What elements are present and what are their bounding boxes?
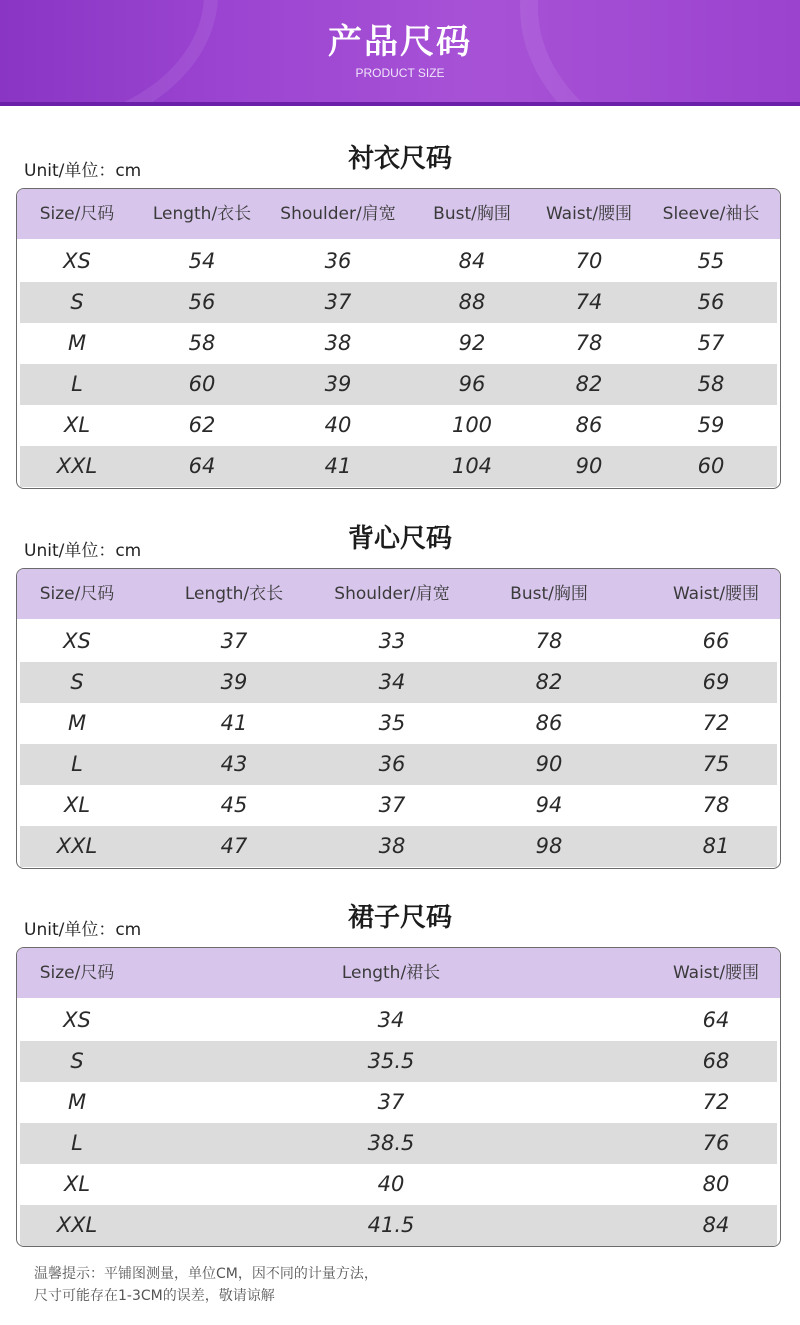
- table-row: [20, 785, 777, 826]
- measurement-cell: 58: [188, 331, 216, 355]
- measurement-note: [34, 1263, 378, 1307]
- measurement-cell: 35: [378, 711, 406, 735]
- size-cell: L: [71, 752, 83, 776]
- section-title-vest: 背心尺码: [347, 524, 452, 554]
- measurement-cell: 78: [702, 793, 730, 817]
- note-line-2: 尺寸可能存在1-3CM的误差，敬请谅解: [34, 1288, 275, 1304]
- measurement-cell: 74: [575, 290, 603, 314]
- size-cell: XL: [63, 413, 91, 437]
- column-header: Size/尺码: [39, 963, 115, 983]
- measurement-cell: 70: [575, 249, 603, 273]
- size-cell: M: [67, 711, 87, 735]
- measurement-cell: 72: [702, 711, 730, 735]
- measurement-cell: 55: [697, 249, 725, 273]
- measurement-cell: 43: [220, 752, 248, 776]
- table-row: [20, 621, 777, 662]
- measurement-cell: 72: [702, 1090, 730, 1114]
- size-cell: S: [70, 290, 84, 314]
- measurement-cell: 37: [377, 1090, 405, 1114]
- table-row: [20, 1205, 777, 1246]
- size-cell: S: [70, 1049, 84, 1073]
- table-row: [20, 1041, 777, 1082]
- measurement-cell: 84: [458, 249, 486, 273]
- measurement-cell: 57: [697, 331, 725, 355]
- measurement-cell: 86: [535, 711, 563, 735]
- measurement-cell: 47: [220, 834, 248, 858]
- table-header-row: [17, 569, 780, 619]
- size-cell: XXL: [56, 834, 98, 858]
- table-row: [20, 405, 777, 446]
- banner-subtitle: PRODUCT SIZE: [355, 66, 445, 80]
- table-row: [20, 364, 777, 405]
- table-row: [20, 1082, 777, 1123]
- size-cell: L: [71, 1131, 83, 1155]
- table-row: [20, 744, 777, 785]
- measurement-cell: 37: [324, 290, 352, 314]
- table-row: [20, 323, 777, 364]
- measurement-cell: 78: [575, 331, 603, 355]
- measurement-cell: 64: [188, 454, 216, 478]
- section-title-shirt: 衬衣尺码: [347, 144, 452, 174]
- measurement-cell: 33: [378, 629, 406, 653]
- measurement-cell: 60: [188, 372, 216, 396]
- measurement-cell: 36: [378, 752, 406, 776]
- column-header: Length/裙长: [341, 963, 441, 983]
- measurement-cell: 38.5: [367, 1131, 415, 1155]
- measurement-cell: 100: [451, 413, 493, 437]
- measurement-cell: 104: [451, 454, 493, 478]
- table-row: [20, 446, 777, 487]
- measurement-cell: 38: [324, 331, 352, 355]
- note-line-1: 温馨提示：平铺图测量，单位CM，因不同的计量方法，: [34, 1266, 378, 1282]
- measurement-cell: 54: [188, 249, 216, 273]
- measurement-cell: 81: [702, 834, 730, 858]
- column-header: Waist/腰围: [672, 963, 760, 983]
- table-header-row: [17, 948, 780, 998]
- unit-label: Unit/单位：cm: [24, 541, 142, 561]
- size-cell: M: [67, 331, 87, 355]
- table-row: [20, 1000, 777, 1041]
- column-header: Bust/胸围: [510, 584, 588, 604]
- measurement-cell: 82: [535, 670, 563, 694]
- column-header: Sleeve/袖长: [662, 204, 760, 224]
- measurement-cell: 35.5: [367, 1049, 415, 1073]
- measurement-cell: 41: [220, 711, 248, 735]
- measurement-cell: 92: [458, 331, 486, 355]
- measurement-cell: 34: [377, 1008, 405, 1032]
- column-header: Waist/腰围: [672, 584, 760, 604]
- size-cell: M: [67, 1090, 87, 1114]
- column-header: Length/衣长: [152, 204, 252, 224]
- measurement-cell: 39: [324, 372, 352, 396]
- measurement-cell: 38: [378, 834, 406, 858]
- size-cell: XS: [63, 249, 91, 273]
- table-row: [20, 826, 777, 867]
- measurement-cell: 80: [702, 1172, 730, 1196]
- measurement-cell: 40: [324, 413, 352, 437]
- measurement-cell: 41: [324, 454, 352, 478]
- unit-label: Unit/单位：cm: [24, 161, 142, 181]
- table-row: [20, 241, 777, 282]
- measurement-cell: 64: [702, 1008, 730, 1032]
- measurement-cell: 69: [702, 670, 730, 694]
- measurement-cell: 37: [378, 793, 406, 817]
- measurement-cell: 58: [697, 372, 725, 396]
- table-row: [20, 662, 777, 703]
- table-row: [20, 1164, 777, 1205]
- measurement-cell: 76: [702, 1131, 730, 1155]
- measurement-cell: 45: [220, 793, 248, 817]
- column-header: Size/尺码: [39, 584, 115, 604]
- vest-size-table: [16, 568, 781, 869]
- size-cell: S: [70, 670, 84, 694]
- unit-label: Unit/单位：cm: [24, 920, 142, 940]
- measurement-cell: 75: [702, 752, 730, 776]
- shirt-size-table: [16, 188, 781, 489]
- header-banner: [0, 0, 800, 106]
- skirt-size-table: [16, 947, 781, 1247]
- size-cell: XL: [63, 793, 91, 817]
- measurement-cell: 36: [324, 249, 352, 273]
- measurement-cell: 96: [458, 372, 486, 396]
- size-cell: XXL: [56, 1213, 98, 1237]
- size-cell: XS: [63, 629, 91, 653]
- measurement-cell: 68: [702, 1049, 730, 1073]
- column-header: Shoulder/肩宽: [334, 584, 450, 604]
- section-title-skirt: 裙子尺码: [347, 903, 452, 933]
- measurement-cell: 82: [575, 372, 603, 396]
- table-header-row: [17, 189, 780, 239]
- size-cell: XXL: [56, 454, 98, 478]
- column-header: Bust/胸围: [433, 204, 511, 224]
- measurement-cell: 34: [378, 670, 406, 694]
- measurement-cell: 39: [220, 670, 248, 694]
- column-header: Length/衣长: [184, 584, 284, 604]
- column-header: Shoulder/肩宽: [280, 204, 396, 224]
- measurement-cell: 59: [697, 413, 725, 437]
- size-cell: L: [71, 372, 83, 396]
- measurement-cell: 78: [535, 629, 563, 653]
- measurement-cell: 84: [702, 1213, 730, 1237]
- column-header: Size/尺码: [39, 204, 115, 224]
- measurement-cell: 56: [697, 290, 725, 314]
- size-cell: XS: [63, 1008, 91, 1032]
- size-cell: XL: [63, 1172, 91, 1196]
- measurement-cell: 60: [697, 454, 725, 478]
- banner-title: 产品尺码: [328, 22, 472, 62]
- column-header: Waist/腰围: [545, 204, 633, 224]
- measurement-cell: 86: [575, 413, 603, 437]
- banner-divider: [0, 102, 800, 106]
- measurement-cell: 94: [535, 793, 563, 817]
- measurement-cell: 40: [377, 1172, 405, 1196]
- measurement-cell: 90: [575, 454, 603, 478]
- table-row: [20, 1123, 777, 1164]
- measurement-cell: 88: [458, 290, 486, 314]
- measurement-cell: 66: [702, 629, 730, 653]
- table-row: [20, 703, 777, 744]
- measurement-cell: 41.5: [367, 1213, 415, 1237]
- measurement-cell: 37: [220, 629, 248, 653]
- measurement-cell: 90: [535, 752, 563, 776]
- measurement-cell: 62: [188, 413, 216, 437]
- table-row: [20, 282, 777, 323]
- measurement-cell: 56: [188, 290, 216, 314]
- measurement-cell: 98: [535, 834, 563, 858]
